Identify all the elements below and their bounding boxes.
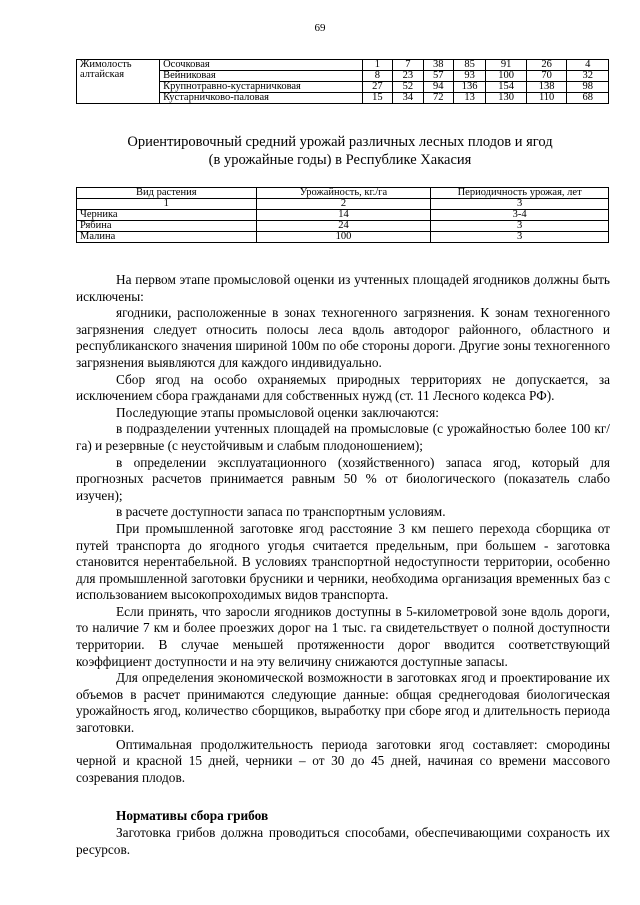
period-cell: 3: [431, 232, 609, 243]
value-cell: 91: [486, 60, 527, 71]
value-cell: 138: [526, 82, 567, 93]
plant-cell: Рябина: [77, 221, 257, 232]
value-cell: 32: [567, 71, 609, 82]
body-text: [76, 272, 610, 858]
value-cell: 85: [453, 60, 485, 71]
paragraph: ягодники, расположенные в зонах техногенного загрязнения. К зонам техногенного загрязнения следует относить полосы леса вдоль автодорог районного, областного и республиканского значения шириной 100м по обе стороны дороги. Другие зоны техногенного загрязнения выявляются для каждого индивидуально.: [76, 305, 610, 370]
forest-type-cell: Вейниковая: [160, 71, 363, 82]
value-cell: 23: [393, 71, 423, 82]
table-header-row: [77, 188, 609, 199]
table-row: [77, 210, 609, 221]
paragraph: Последующие этапы промысловой оценки заключаются:: [116, 404, 439, 420]
value-cell: 94: [423, 82, 453, 93]
paragraph: На первом этапе промысловой оценки из учтенных площадей ягодников должны быть исключены:: [76, 272, 610, 304]
yield-by-forest-type-table: [76, 59, 609, 104]
paragraph: в подразделении учтенных площадей на промысловые (с урожайностью более 100 кг/га) и резервные (с неустойчивым и слабым плодоношением);: [76, 421, 610, 453]
value-cell: 110: [526, 93, 567, 104]
berry-yield-table: [76, 187, 609, 243]
table-number-row: [77, 199, 609, 210]
value-cell: 34: [393, 93, 423, 104]
table-row: [77, 221, 609, 232]
yield-cell: 14: [256, 210, 431, 221]
plant-cell: Малина: [77, 232, 257, 243]
value-cell: 98: [567, 82, 609, 93]
yield-cell: 100: [256, 232, 431, 243]
plant-cell: Черника: [77, 210, 257, 221]
table-row: [77, 60, 609, 71]
paragraph: в определении эксплуатационного (хозяйственного) запаса ягод, который для прогнозных расчетов принимается равным 50 % от биологического (показатель слабо изучен);: [76, 454, 610, 503]
paragraph: Для определения экономической возможности в заготовках ягод и проектирование их объемов в расчет принимаются следующие данные: общая среднегодовая биологическая урожайность ягод, количество сборщиков, выработку при сборе ягод и длительность периода заготовки.: [76, 670, 610, 736]
page-number: 69: [314, 22, 326, 34]
value-cell: 27: [362, 82, 392, 93]
paragraph: в расчете доступности запаса по транспортным условиям.: [116, 504, 446, 520]
period-cell: 3: [431, 221, 609, 232]
value-cell: 52: [393, 82, 423, 93]
value-cell: 93: [453, 71, 485, 82]
table-caption: [60, 133, 620, 169]
caption-line: (в урожайные годы) в Республике Хакасия: [208, 152, 472, 168]
paragraph: Сбор ягод на особо охраняемых природных территориях не допускается, за исключением сбора гражданами для собственных нужд (ст. 11 Лесного кодекса РФ).: [76, 371, 610, 404]
value-cell: 38: [423, 60, 453, 71]
column-number: 2: [256, 199, 431, 210]
value-cell: 100: [486, 71, 527, 82]
yield-cell: 24: [256, 221, 431, 232]
column-number: 1: [77, 199, 257, 210]
table-row: [77, 232, 609, 243]
column-number: 3: [431, 199, 609, 210]
column-header: Периодичность урожая, лет: [431, 188, 609, 199]
column-header: Урожайность, кг./га: [256, 188, 431, 199]
value-cell: 7: [393, 60, 423, 71]
section-heading: Нормативы сбора грибов: [116, 808, 269, 824]
value-cell: 4: [567, 60, 609, 71]
paragraph: При промышленной заготовке ягод расстояние 3 км пешего перехода сборщика от путей транспорта до ягодного угодья считается предельным, при большем - заготовка становится нерентабельной. В условиях транспортной недоступности территории, особенно для промышленной заготовки брусники и черники, необходима организация временных баз с использованием высокопроходимых видов транспорта.: [76, 520, 610, 603]
column-header: Вид растения: [77, 188, 257, 199]
group-label-cell: Жимолость алтайская: [77, 60, 160, 104]
value-cell: 8: [362, 71, 392, 82]
value-cell: 70: [526, 71, 567, 82]
forest-type-cell: Кустарничково-паловая: [160, 93, 363, 104]
value-cell: 26: [526, 60, 567, 71]
value-cell: 154: [486, 82, 527, 93]
value-cell: 57: [423, 71, 453, 82]
value-cell: 13: [453, 93, 485, 104]
value-cell: 136: [453, 82, 485, 93]
paragraph: Оптимальная продолжительность периода заготовки ягод составляет: смородины черной и красной 15 дней, черники – от 30 до 45 дней, начиная со времени массового созревания плодов.: [76, 736, 610, 785]
forest-type-cell: Осочковая: [160, 60, 363, 71]
value-cell: 130: [486, 93, 527, 104]
paragraph: Заготовка грибов должна проводиться способами, обеспечивающими сохраность их ресурсов.: [76, 825, 610, 857]
value-cell: 72: [423, 93, 453, 104]
period-cell: 3-4: [431, 210, 609, 221]
forest-type-cell: Крупнотравно-кустарничковая: [160, 82, 363, 93]
value-cell: 68: [567, 93, 609, 104]
value-cell: 1: [362, 60, 392, 71]
paragraph: Если принять, что заросли ягодников доступны в 5-километровой зоне вдоль дороги, то наличие 7 км и более проезжих дорог на 1 тыс. га свидетельствует о полной доступности территории. В случае меньшей протяженности дорог вводится соответствующий коэффициент доступности и на эту величину снижаются доступные запасы.: [76, 603, 610, 669]
value-cell: 15: [362, 93, 392, 104]
caption-line: Ориентировочный средний урожай различных лесных плодов и ягод: [127, 134, 553, 150]
